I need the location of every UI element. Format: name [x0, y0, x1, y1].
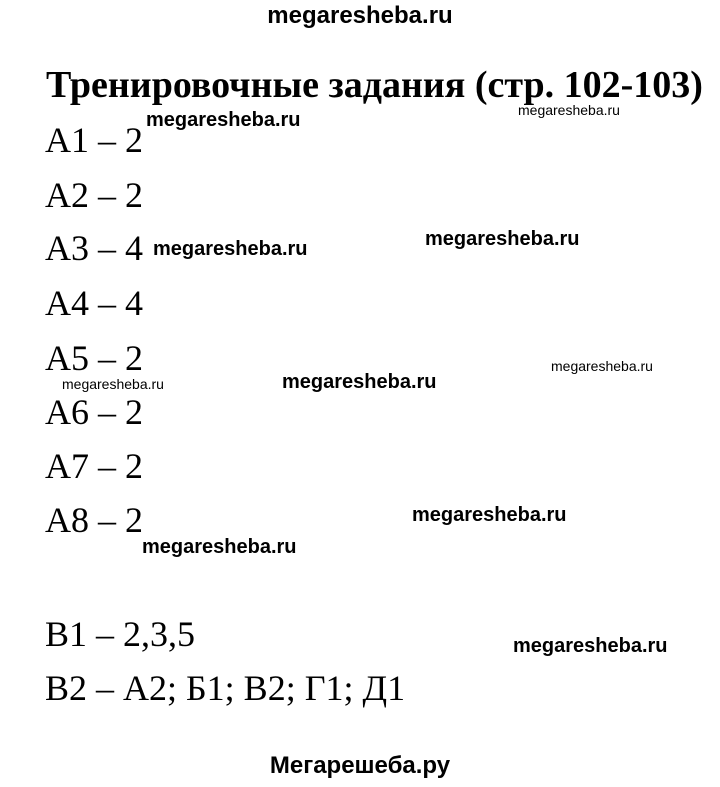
answer-a4: А4 – 4: [45, 283, 143, 323]
watermark: megaresheba.ru: [513, 635, 668, 657]
answer-a2: А2 – 2: [45, 175, 143, 215]
watermark: megaresheba.ru: [153, 238, 308, 260]
site-header: megaresheba.ru: [267, 2, 453, 29]
page-title: Тренировочные задания (стр. 102-103): [46, 64, 703, 106]
answer-a8: А8 – 2: [45, 500, 143, 540]
site-footer: Мегарешеба.ру: [269, 752, 451, 779]
answer-a1: А1 – 2: [45, 120, 143, 160]
answer-a6: А6 – 2: [45, 392, 143, 432]
watermark: megaresheba.ru: [518, 102, 620, 118]
watermark: megaresheba.ru: [62, 376, 164, 392]
answer-a5: А5 – 2: [45, 338, 143, 378]
watermark: megaresheba.ru: [551, 358, 653, 374]
watermark: megaresheba.ru: [146, 109, 301, 131]
answer-a3: А3 – 4: [45, 228, 143, 268]
watermark: megaresheba.ru: [425, 228, 580, 250]
answer-b2: В2 – А2; Б1; В2; Г1; Д1: [45, 668, 406, 708]
watermark: megaresheba.ru: [282, 371, 437, 393]
answer-a7: А7 – 2: [45, 446, 143, 486]
watermark: megaresheba.ru: [142, 536, 297, 558]
answer-b1: В1 – 2,3,5: [45, 614, 196, 654]
watermark: megaresheba.ru: [412, 504, 567, 526]
